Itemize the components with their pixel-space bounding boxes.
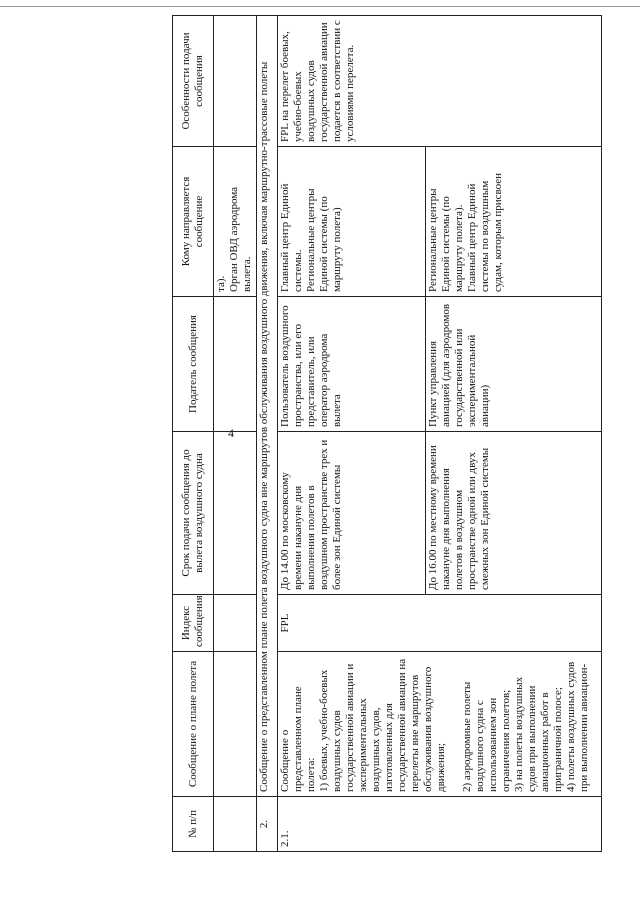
header-submitter: Податель сообщения	[173, 297, 214, 432]
flight-plan-table	[172, 15, 602, 852]
cont-num	[214, 797, 257, 852]
header-message: Сообщение о плане полета	[173, 652, 214, 797]
header-deadline: Срок подачи сообщения до вылета воздушного судна	[173, 432, 214, 595]
cont-message	[214, 652, 257, 797]
section2-text: Сообщение о представленном плане полета воздушного судна вне маршрутов обслуживания воздушного движения, включая маршрутно-трассовые полеты	[257, 16, 278, 797]
row21-recipient-b: Региональные центры Единой системы (по маршруту полета). Главный центр Единой системы по воздушным судам, которым присвоен	[425, 147, 601, 297]
header-num: № п/п	[173, 797, 214, 852]
top-rule	[0, 6, 640, 7]
row-2-1a	[278, 16, 426, 852]
header-index: Индекс сообщения	[173, 595, 214, 652]
row21-deadline-b: До 16.00 по местному времени накануне дня выполнения полетов в воздушном пространстве одной или двух смежных зон Единой системы	[425, 432, 601, 595]
section2-row	[257, 16, 278, 852]
row21-num: 2.1.	[278, 797, 602, 852]
header-features: Особенности подачи сообщения	[173, 16, 214, 147]
cont-recipient: та). Орган ОВД аэродрома вылета.	[214, 147, 257, 297]
row21-features: FPL на перелет боевых, учебно-боевых воздушных судов государственной авиации подается в соответствии с условиями перелета.	[278, 16, 602, 147]
cont-features	[214, 16, 257, 147]
row21-submitter-b: Пункт управления авиацией (для аэродромов государственной или экспериментальной авиации)	[425, 297, 601, 432]
cont-deadline	[214, 432, 257, 595]
cont-submitter	[214, 297, 257, 432]
row21-deadline-a: До 14.00 по московскому времени накануне дня выполнения полетов в воздушном пространстве трех и более зон Единой системы	[278, 432, 426, 595]
cont-index	[214, 595, 257, 652]
header-row	[173, 16, 214, 852]
row21-recipient-a: Главный центр Единой системы. Региональные центры Единой системы (по маршруту полета)	[278, 147, 426, 297]
row21-index: FPL	[278, 595, 602, 652]
page-number: 4	[228, 426, 234, 440]
continuation-row	[214, 16, 257, 852]
row21-submitter-a: Пользователь воздушного пространства, или его представитель, или оператор аэродрома вылета	[278, 297, 426, 432]
section2-num: 2.	[257, 797, 278, 852]
rotated-content	[120, 8, 640, 905]
header-recipient: Кому направляется сообщение	[173, 147, 214, 297]
rotated-page	[120, 8, 640, 905]
row21-message: Сообщение о представленном плане полета: 1) боевых, учебно-боевых воздушных судов государственной авиации и экспериментальных воздушных судов, изготовленных для государственной авиации на перелеты вне маршрутов обслуживания воздушного движения; 2) аэродромные полеты воздушного судна с использованием зон ограничения полетов; 3) на полеты воздушных судов при выполнении авиационных работ в приграничной полосе; 4) полеты воздушных судов при выполнении авиацион-	[278, 652, 602, 797]
